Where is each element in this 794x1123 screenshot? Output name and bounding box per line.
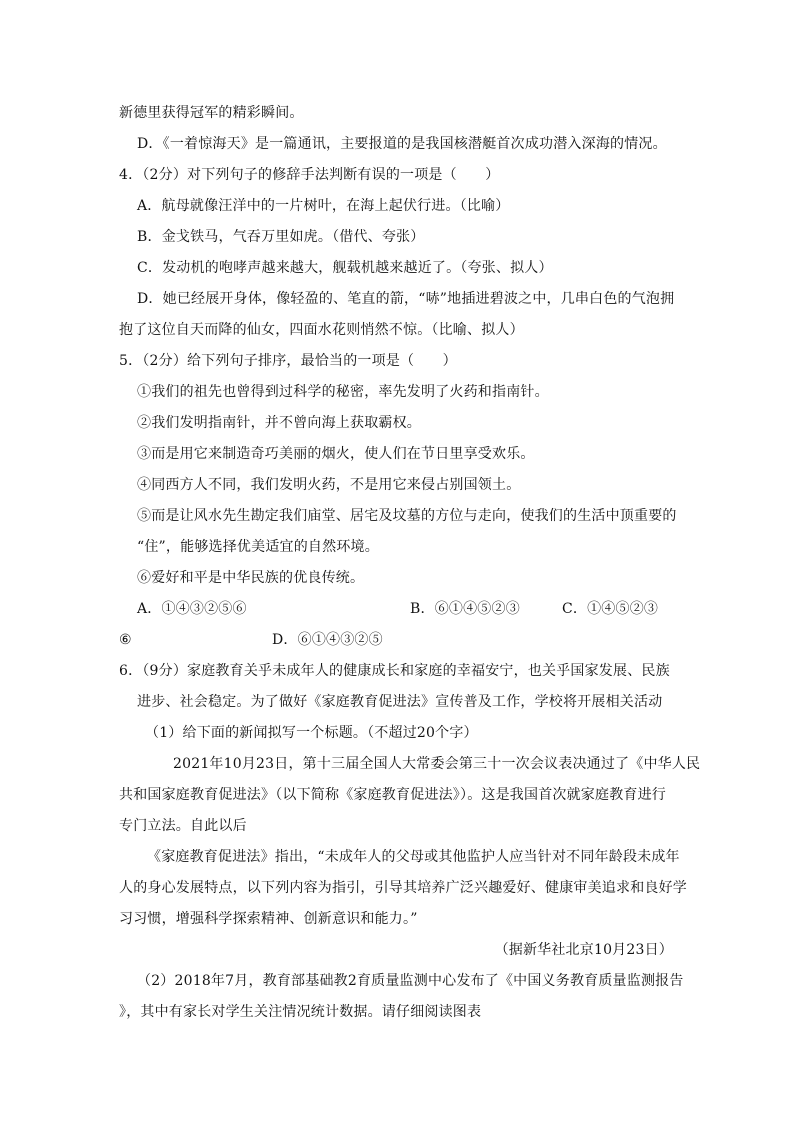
option-a-q5: A．①④③②⑤⑥ [137, 601, 247, 617]
option-d-q5: D．⑥①④③②⑤ [272, 632, 383, 648]
news-para-2-line2: 人的身心发展特点，以下列内容为指引，引导其培养广泛兴趣爱好、健康审美追求和良好学 [119, 880, 687, 896]
option-a-q4: A．航母就像汪洋中的一片树叶，在海上起伏行进。（比喻） [137, 198, 510, 214]
news-para-1-line2: 共和国家庭教育促进法》（以下简称《家庭教育促进法》）。这是我国首次就家庭教育进行 [119, 787, 666, 803]
sentence-4: ④同西方人不同，我们发明火药，不是用它来侵占别国领土。 [137, 477, 521, 493]
news-source: （据新华社北京10月23日） [494, 942, 673, 958]
option-d-q4-cont: 抱了这位自天而降的仙女，四面水花则悄然不惊。（比喻、拟人） [119, 322, 524, 338]
subquestion-1: （1）给下面的新闻拟写一个标题。（不超过20个字） [145, 725, 478, 741]
question-5: 5．（2分）给下列句子排序，最恰当的一项是（ ） [119, 353, 457, 369]
question-4: 4．（2分）对下列句子的修辞手法判断有误的一项是（ ） [119, 167, 500, 183]
option-b-q5: B．⑥①④⑤②③ [410, 601, 520, 617]
news-para-1: 2021年10月23日，第十三届全国人大常委会第三十一次会议表决通过了《中华人民 [173, 756, 701, 772]
option-c-q5-cont: ⑥ [119, 632, 132, 648]
subquestion-2-cont: 》，其中有家长对学生关注情况统计数据。请仔细阅读图表 [119, 1004, 482, 1020]
question-6: 6．（9分）家庭教育关乎未成年人的健康成长和家庭的幸福安宁，也关乎国家发展、民族 [119, 663, 670, 679]
sentence-1: ①我们的祖先也曾得到过科学的秘密，率先发明了火药和指南针。 [137, 384, 549, 400]
sentence-5: ⑤而是让风水先生勘定我们庙堂、居宅及坟墓的方位与走向，使我们的生活中顶重要的 [137, 508, 677, 524]
sentence-5-cont: “住”，能够选择优美适宜的自然环境。 [137, 539, 379, 555]
question-6-cont: 进步、社会稳定。为了做好《家庭教育促进法》宣传普及工作，学校将开展相关活动 [137, 694, 663, 710]
option-c-q4: C．发动机的咆哮声越来越大，舰载机越来越近了。（夸张、拟人） [137, 260, 553, 276]
subquestion-2: （2）2018年7月，教育部基础教2育质量监测中心发布了《中国义务教育质量监测报告 [137, 973, 684, 989]
sentence-6: ⑥爱好和平是中华民族的优良传统。 [137, 570, 365, 586]
news-para-2: 《家庭教育促进法》指出，“未成年人的父母或其他监护人应当针对不同年龄段未成年 [147, 849, 680, 865]
news-para-2-line3: 习习惯，增强科学探索精神、创新意识和能力。” [119, 911, 418, 927]
news-para-1-line3: 专门立法。自此以后 [119, 818, 247, 834]
option-d-q3: D．《一着惊海天》是一篇通讯，主要报道的是我国核潜艇首次成功潜入深海的情况。 [137, 136, 667, 152]
option-c-q5: C．①④⑤②③ [562, 601, 659, 617]
sentence-2: ②我们发明指南针，并不曾向海上获取霸权。 [137, 415, 421, 431]
sentence-3: ③而是用它来制造奇巧美丽的烟火，使人们在节日里享受欢乐。 [137, 446, 535, 462]
option-b-q4: B．金戈铁马，气吞万里如虎。（借代、夸张） [137, 229, 425, 245]
option-d-q4: D．她已经展开身体，像轻盈的、笔直的箭，“哧”地插进碧波之中，几串白色的气泡拥 [137, 291, 675, 307]
text-line: 新德里获得冠军的精彩瞬间。 [119, 105, 304, 121]
